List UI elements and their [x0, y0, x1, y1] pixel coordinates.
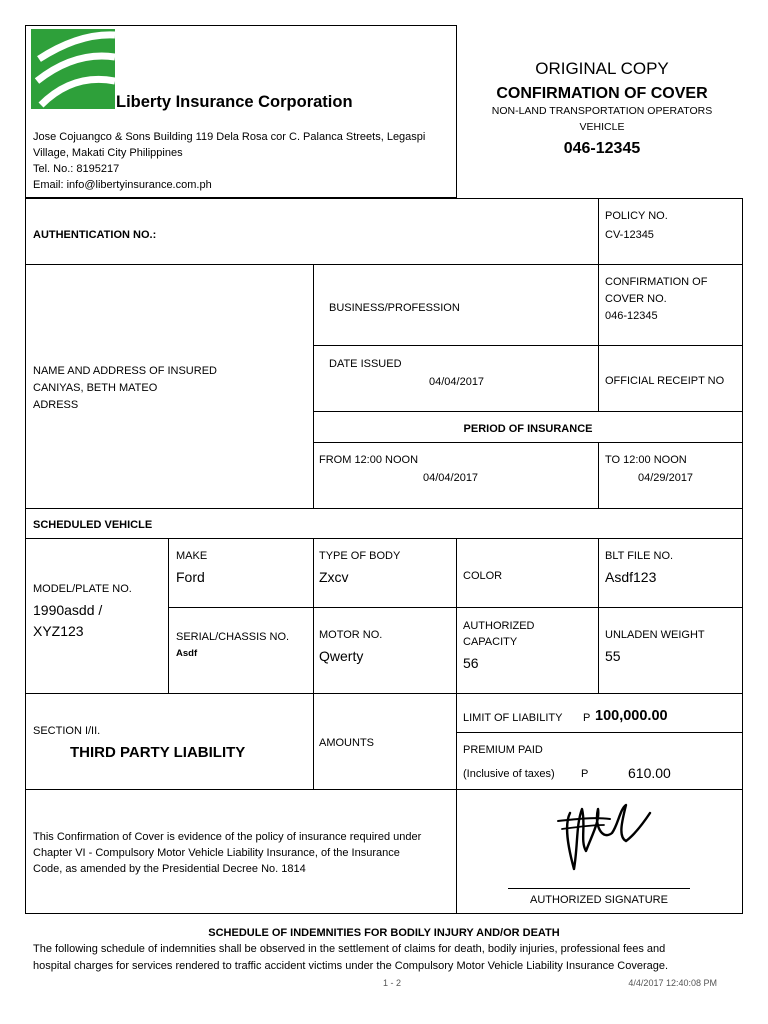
- insured-address: ADRESS: [33, 399, 79, 411]
- model-plate-value-1: 1990asdd /: [33, 602, 103, 618]
- rule: [168, 538, 169, 693]
- limit-of-liability-value: 100,000.00: [595, 708, 668, 724]
- date-issued-label: DATE ISSUED: [329, 358, 402, 370]
- document-number: 046-12345: [563, 140, 641, 157]
- rule: [598, 198, 599, 264]
- capacity-label-1: AUTHORIZED: [463, 620, 535, 632]
- schedule-line-1: The following schedule of indemnities shall be observed in the settlement of claims for death, bodily injuries, professional fees and: [33, 943, 666, 955]
- premium-paid-label: PREMIUM PAID: [463, 744, 543, 756]
- date-issued-value: 04/04/2017: [429, 376, 485, 388]
- business-profession-label: BUSINESS/PROFESSION: [329, 302, 460, 314]
- body-type-label: TYPE OF BODY: [319, 550, 401, 562]
- document-title: CONFIRMATION OF COVER: [496, 85, 708, 102]
- limit-of-liability-label: LIMIT OF LIABILITY: [463, 712, 563, 724]
- rule: [313, 345, 743, 346]
- policy-no-value: CV-12345: [605, 229, 654, 241]
- body-type-value: Zxcv: [319, 569, 349, 585]
- third-party-liability-title: THIRD PARTY LIABILITY: [70, 744, 246, 761]
- document-subtitle-1: NON-LAND TRANSPORTATION OPERATORS: [491, 105, 713, 117]
- unladen-weight-value: 55: [605, 648, 621, 664]
- insured-name: CANIYAS, BETH MATEO: [33, 382, 158, 394]
- premium-currency: P: [581, 768, 589, 780]
- company-logo: [31, 29, 115, 109]
- serial-chassis-value: Asdf: [176, 648, 198, 659]
- notice-line-3: Code, as amended by the Presidential Decree No. 1814: [33, 863, 306, 875]
- premium-paid-value: 610.00: [628, 765, 671, 781]
- rule: [313, 538, 314, 789]
- rule: [313, 411, 743, 412]
- handwritten-signature: [556, 795, 656, 875]
- schedule-line-2: hospital charges for services rendered to traffic accident victims under the Compulsory Motor Vehicle Liability Insurance Coverage.: [33, 960, 669, 972]
- notice-line-2: Chapter VI - Compulsory Motor Vehicle Liability Insurance, of the Insurance: [33, 847, 400, 859]
- print-timestamp: 4/4/2017 12:40:08 PM: [628, 978, 717, 988]
- blt-file-value: Asdf123: [605, 569, 657, 585]
- authorized-signature-label: AUTHORIZED SIGNATURE: [530, 894, 668, 906]
- make-value: Ford: [176, 569, 205, 585]
- period-to-label: TO 12:00 NOON: [605, 454, 687, 466]
- policy-no-label: POLICY NO.: [605, 210, 668, 222]
- rule: [25, 508, 743, 509]
- rule: [313, 442, 743, 443]
- scheduled-vehicle-label: SCHEDULED VEHICLE: [33, 519, 153, 531]
- make-label: MAKE: [176, 550, 208, 562]
- section-label: SECTION I/II.: [33, 725, 101, 737]
- rule: [25, 693, 743, 694]
- capacity-label-2: CAPACITY: [463, 636, 518, 648]
- company-name: Liberty Insurance Corporation: [116, 93, 353, 111]
- confirmation-no-label-1: CONFIRMATION OF: [605, 276, 708, 288]
- authentication-label: AUTHENTICATION NO.:: [33, 229, 157, 241]
- serial-chassis-label: SERIAL/CHASSIS NO.: [176, 631, 290, 643]
- rule: [25, 789, 743, 790]
- period-of-insurance-label: PERIOD OF INSURANCE: [463, 423, 593, 435]
- document-subtitle-2: VEHICLE: [579, 121, 625, 133]
- schedule-title: SCHEDULE OF INDEMNITIES FOR BODILY INJURY AND/OR DEATH: [208, 927, 560, 939]
- confirmation-no-label-2: COVER NO.: [605, 293, 667, 305]
- rule: [25, 264, 743, 265]
- company-email: Email: info@libertyinsurance.com.ph: [33, 179, 212, 191]
- rule: [456, 732, 743, 733]
- amounts-label: AMOUNTS: [319, 737, 374, 749]
- period-to-value: 04/29/2017: [638, 472, 694, 484]
- insured-label: NAME AND ADDRESS OF INSURED: [33, 365, 217, 377]
- rule: [25, 538, 743, 539]
- blt-file-label: BLT FILE NO.: [605, 550, 674, 562]
- premium-note: (Inclusive of taxes): [463, 768, 555, 780]
- official-receipt-label: OFFICIAL RECEIPT NO: [605, 375, 725, 387]
- rule: [598, 538, 599, 693]
- company-tel: Tel. No.: 8195217: [33, 163, 120, 175]
- rule: [313, 264, 314, 508]
- motor-no-label: MOTOR NO.: [319, 629, 383, 641]
- unladen-weight-label: UNLADEN WEIGHT: [605, 629, 705, 641]
- period-from-label: FROM 12:00 NOON: [319, 454, 419, 466]
- page-number: 1 - 2: [383, 978, 402, 988]
- rule: [456, 538, 457, 914]
- notice-line-1: This Confirmation of Cover is evidence of the policy of insurance required under: [33, 831, 422, 843]
- capacity-value: 56: [463, 655, 479, 671]
- motor-no-value: Qwerty: [319, 648, 364, 664]
- period-from-value: 04/04/2017: [423, 472, 479, 484]
- rule: [598, 442, 599, 508]
- limit-currency: P: [583, 712, 591, 724]
- signature-line: [508, 888, 690, 889]
- color-label: COLOR: [463, 570, 503, 582]
- original-copy-label: ORIGINAL COPY: [535, 59, 669, 78]
- rule: [598, 264, 599, 411]
- confirmation-no-value: 046-12345: [605, 310, 658, 322]
- company-address: Jose Cojuangco & Sons Building 119 Dela Rosa cor C. Palanca Streets, Legaspi Village, Makati City Philippines: [33, 131, 426, 159]
- model-plate-value-2: XYZ123: [33, 623, 84, 639]
- model-plate-label: MODEL/PLATE NO.: [33, 583, 132, 595]
